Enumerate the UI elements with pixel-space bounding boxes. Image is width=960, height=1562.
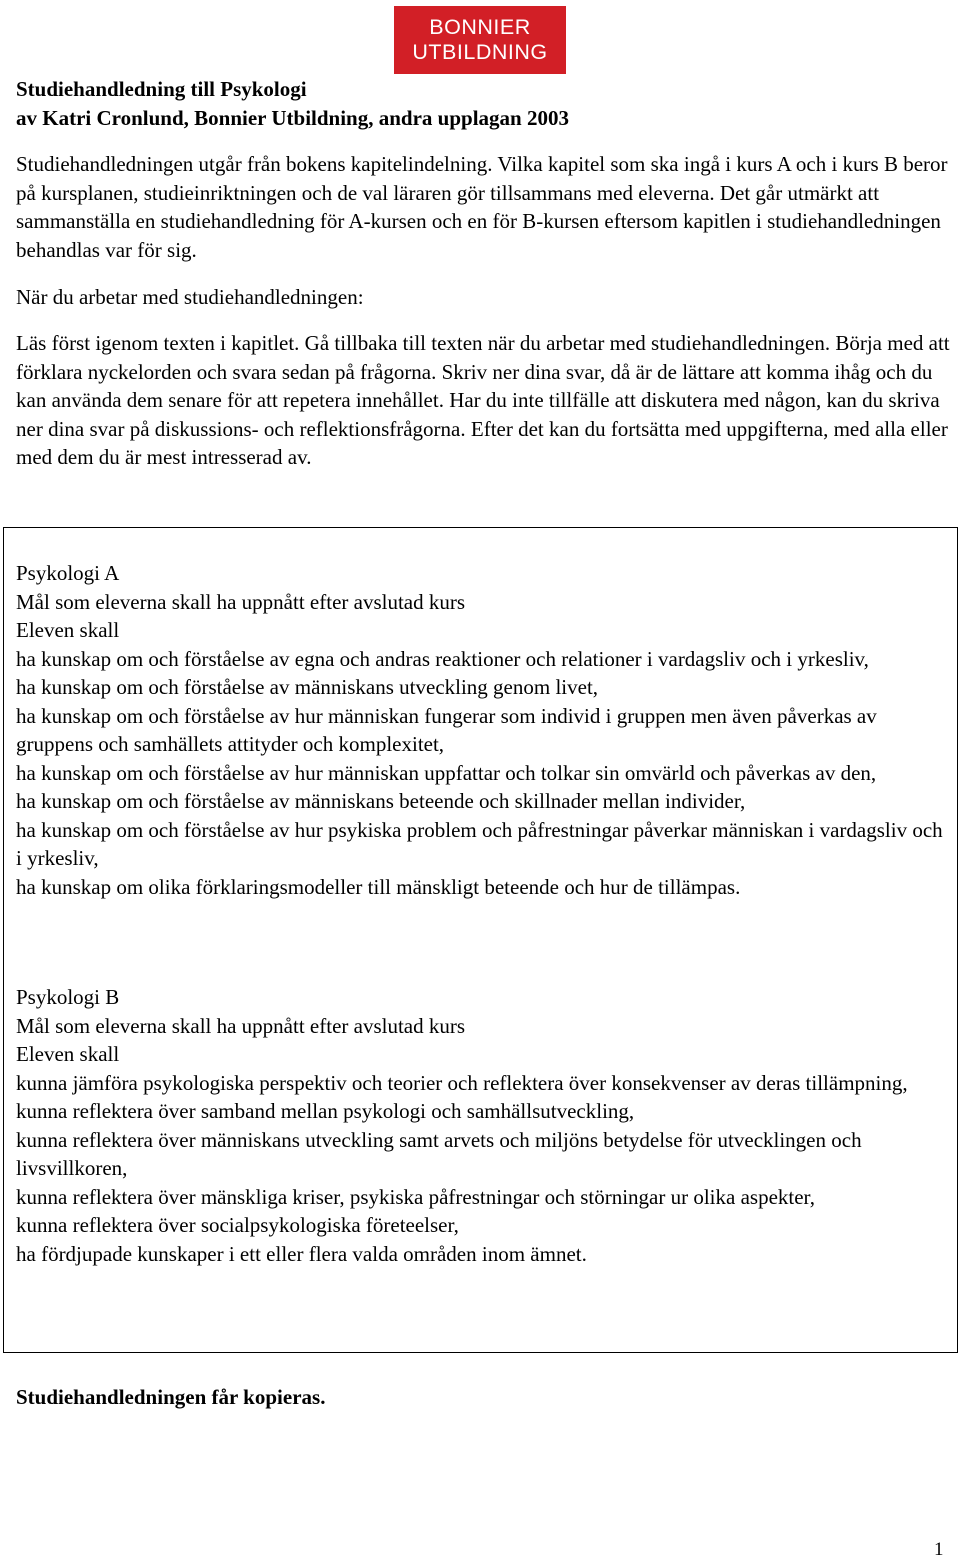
course-b-item: ha fördjupade kunskaper i ett eller flera valda områden inom ämnet. xyxy=(16,1241,587,1266)
logo-line-2: UTBILDNING xyxy=(412,40,548,64)
course-a-item: ha kunskap om och förståelse av hur människan uppfattar och tolkar sin omvärld och påverkas av den, xyxy=(16,760,877,785)
course-a-item: ha kunskap om och förståelse av hur människan fungerar som individ i gruppen men även påverkas av gruppens och samhällets attityder och komplexitet, xyxy=(16,703,877,756)
course-b-item: kunna jämföra psykologiska perspektiv och teorier och reflektera över konsekvenser av deras tillämpning, xyxy=(16,1070,908,1095)
course-a-student: Eleven skall xyxy=(16,618,120,642)
course-b-name: Psykologi B xyxy=(16,985,120,1009)
logo-line-1: BONNIER xyxy=(429,15,531,39)
intro-paragraph: Studiehandledningen utgår från bokens kapitelindelning. Vilka kapitel som ska ingå i kurs A och i kurs B beror på kursplanen, studieinriktningen och de val läraren gör tillsammans med eleverna. Det går utmärkt att sammanställa en studiehandledning för A-kursen och en för B-kursen eftersom kapitlen i studiehandledningen behandlas var för sig. xyxy=(16,152,948,262)
course-b-item: kunna reflektera över samband mellan psykologi och samhällsutveckling, xyxy=(16,1099,635,1123)
course-a-item: ha kunskap om och förståelse av människans utveckling genom livet, xyxy=(16,675,599,699)
course-a-goal: Mål som eleverna skall ha uppnått efter avslutad kurs xyxy=(16,589,466,614)
copy-notice: Studiehandledningen får kopieras. xyxy=(16,1385,326,1409)
course-b-student: Eleven skall xyxy=(16,1042,120,1066)
title-line-1: Studiehandledning till Psykologi xyxy=(16,77,307,101)
course-b-item: kunna reflektera över socialpsykologiska företeelser, xyxy=(16,1213,459,1237)
title-line-2: av Katri Cronlund, Bonnier Utbildning, andra upplagan 2003 xyxy=(16,105,569,130)
document-title xyxy=(16,75,569,132)
howto-heading: När du arbetar med studiehandledningen: xyxy=(16,285,364,309)
course-b-goal: Mål som eleverna skall ha uppnått efter avslutad kurs xyxy=(16,1013,466,1038)
course-a-item: ha kunskap om och förståelse av egna och andras reaktioner och relationer i vardagsliv och i yrkesliv, xyxy=(16,646,869,671)
course-a-item: ha kunskap om olika förklaringsmodeller till mänskligt beteende och hur de tillämpas. xyxy=(16,874,741,899)
course-a-item: ha kunskap om och förståelse av människans beteende och skillnader mellan individer, xyxy=(16,789,746,813)
course-b-section xyxy=(16,983,946,1268)
course-a-item: ha kunskap om och förståelse av hur psykiska problem och påfrestningar påverkar människan i vardagsliv och i yrkesliv, xyxy=(16,817,943,870)
course-a-name: Psykologi A xyxy=(16,561,120,585)
page-number: 1 xyxy=(934,1539,944,1560)
course-b-item: kunna reflektera över människans utveckling samt arvets och miljöns betydelse för utvecklingen och livsvillkoren, xyxy=(16,1127,862,1180)
publisher-logo xyxy=(394,6,566,74)
intro-section xyxy=(16,150,951,264)
steps-paragraph: Läs först igenom texten i kapitlet. Gå tillbaka till texten när du arbetar med studiehandledningen. Börja med att förklara nyckelorden och svara sedan på frågorna. Skriv ner dina svar, då är de lättare att komma ihåg och du kan använda dem senare för att repetera innehållet. Har du inte tillfälle att diskutera med någon, kan du skriva ner dina svar på diskussions- och reflektionsfrågorna. Efter det kan du fortsätta med uppgifterna, med alla eller med dem du är mest intresserad av. xyxy=(16,331,950,469)
course-b-item: kunna reflektera över mänskliga kriser, psykiska påfrestningar och störningar ur olika aspekter, xyxy=(16,1184,815,1209)
course-goals-box xyxy=(3,527,958,1353)
course-a-section xyxy=(16,559,946,901)
